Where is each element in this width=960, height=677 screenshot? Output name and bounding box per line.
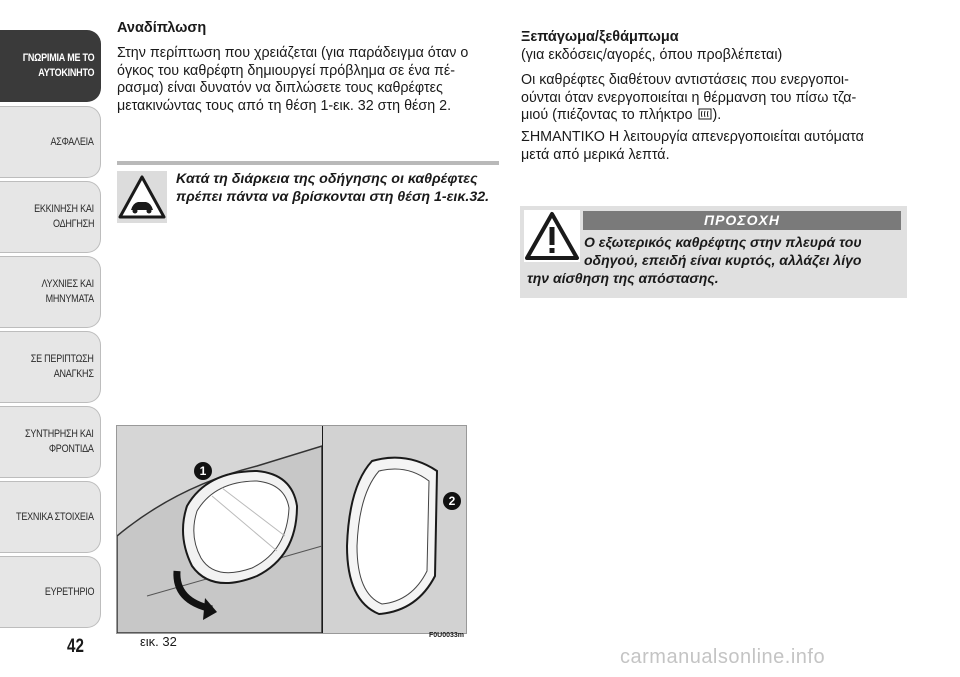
tab-label: ΟΔΗΓΗΣΗ <box>52 218 94 230</box>
caution-text <box>527 233 901 287</box>
figure-caption: εικ. 32 <box>140 634 177 649</box>
text-line <box>521 107 907 125</box>
tab-label: ΓΝΩΡΙΜΙΑ ΜΕ ΤΟ <box>22 52 94 64</box>
tab-starting-driving[interactable] <box>0 181 101 253</box>
caution-title: ΠΡΟΣΟΧΗ <box>583 211 901 230</box>
text-line: Στην περίπτωση που χρειάζεται (για παράδειγμα όταν ο <box>117 45 469 61</box>
defrost-paragraph <box>521 72 907 125</box>
text-line: ρασμα) είναι δυνατόν να διπλώσετε τους καθρέφτες <box>117 80 443 96</box>
tab-getting-to-know[interactable] <box>0 30 101 102</box>
text-line: ούνται όταν ενεργοποιείται η θέρμανση του πίσω τζα- <box>521 89 857 106</box>
watermark: carmanualsonline.info <box>620 646 826 668</box>
tab-label: ΣΥΝΤΗΡΗΣΗ ΚΑΙ <box>25 428 94 440</box>
tab-label: ΑΥΤΟΚΙΝΗΤΟ <box>37 67 94 79</box>
mirror-figure <box>116 425 467 634</box>
fold-paragraph <box>117 45 499 115</box>
text-line: μετακινώντας τους από τη θέση 1-εικ. 32 στη θέση 2. <box>117 97 452 114</box>
text-line: την αίσθηση της απόστασης. <box>527 270 719 286</box>
text-line: πρέπει πάντα να βρίσκονται στη θέση 1-εικ.32. <box>176 189 490 205</box>
page-number: 42 <box>67 636 84 657</box>
tab-label: ΤΕΧΝΙΚΑ ΣΤΟΙΧΕΙΑ <box>16 510 94 523</box>
text-line: Κατά τη διάρκεια της οδήγησης οι καθρέφτες <box>176 171 478 187</box>
tab-label: ΕΥΡΕΤΗΡΙΟ <box>44 585 94 598</box>
callout-1: 1 <box>194 462 212 480</box>
warning-divider <box>117 161 499 165</box>
tab-label: ΦΡΟΝΤΙΔΑ <box>49 443 94 455</box>
callout-2: 2 <box>443 492 461 510</box>
text-fragment: μιού (πιέζοντας το πλήκτρο <box>521 107 693 123</box>
fold-heading: Αναδίπλωση <box>117 20 207 36</box>
text-line: Ο εξωτερικός καθρέφτης στην πλευρά του <box>584 234 862 250</box>
text-fragment: ). <box>712 107 722 123</box>
figure-code: F0U0033m <box>429 632 465 639</box>
tab-label: ΑΣΦΑΛΕΙΑ <box>50 135 94 148</box>
tab-label: ΣΕ ΠΕΡΙΠΤΩΣΗ <box>31 353 94 365</box>
text-line: ΣΗΜΑΝΤΙΚΟ Η λειτουργία απενεργοποιείται αυτόματα <box>521 129 864 145</box>
tab-label: ΜΗΝΥΜΑΤΑ <box>45 293 94 305</box>
defrost-subheading: (για εκδόσεις/αγορές, όπου προβλέπεται) <box>521 47 783 63</box>
car-warning-icon <box>118 174 166 220</box>
tab-warning-lights[interactable] <box>0 256 101 328</box>
defrost-heading: Ξεπάγωμα/ξεθάμπωμα <box>521 29 679 45</box>
text-line: οδηγού, επειδή είναι κυρτός, αλλάζει λίγο <box>584 252 862 268</box>
tab-label: ΛΥΧΝΙΕΣ ΚΑΙ <box>41 278 94 290</box>
tab-emergency[interactable] <box>0 331 101 403</box>
tab-maintenance[interactable] <box>0 406 101 478</box>
tab-safety[interactable] <box>0 106 101 178</box>
tab-index[interactable] <box>0 556 101 628</box>
text-line: Οι καθρέφτες διαθέτουν αντιστάσεις που ενεργοποι- <box>521 72 849 88</box>
tab-technical-specs[interactable] <box>0 481 101 553</box>
warning-text <box>176 170 498 206</box>
tab-label: ΕΚΚΙΝΗΣΗ ΚΑΙ <box>34 203 94 215</box>
rear-defrost-icon <box>698 108 712 120</box>
important-paragraph <box>521 129 907 164</box>
text-line: μετά από μερικά λεπτά. <box>521 146 670 163</box>
tab-label: ΑΝΑΓΚΗΣ <box>54 368 94 380</box>
mirror-illustration <box>117 426 466 633</box>
text-line: όγκος του καθρέφτη δημιουργεί πρόβλημα σε ένα πέ- <box>117 62 455 79</box>
